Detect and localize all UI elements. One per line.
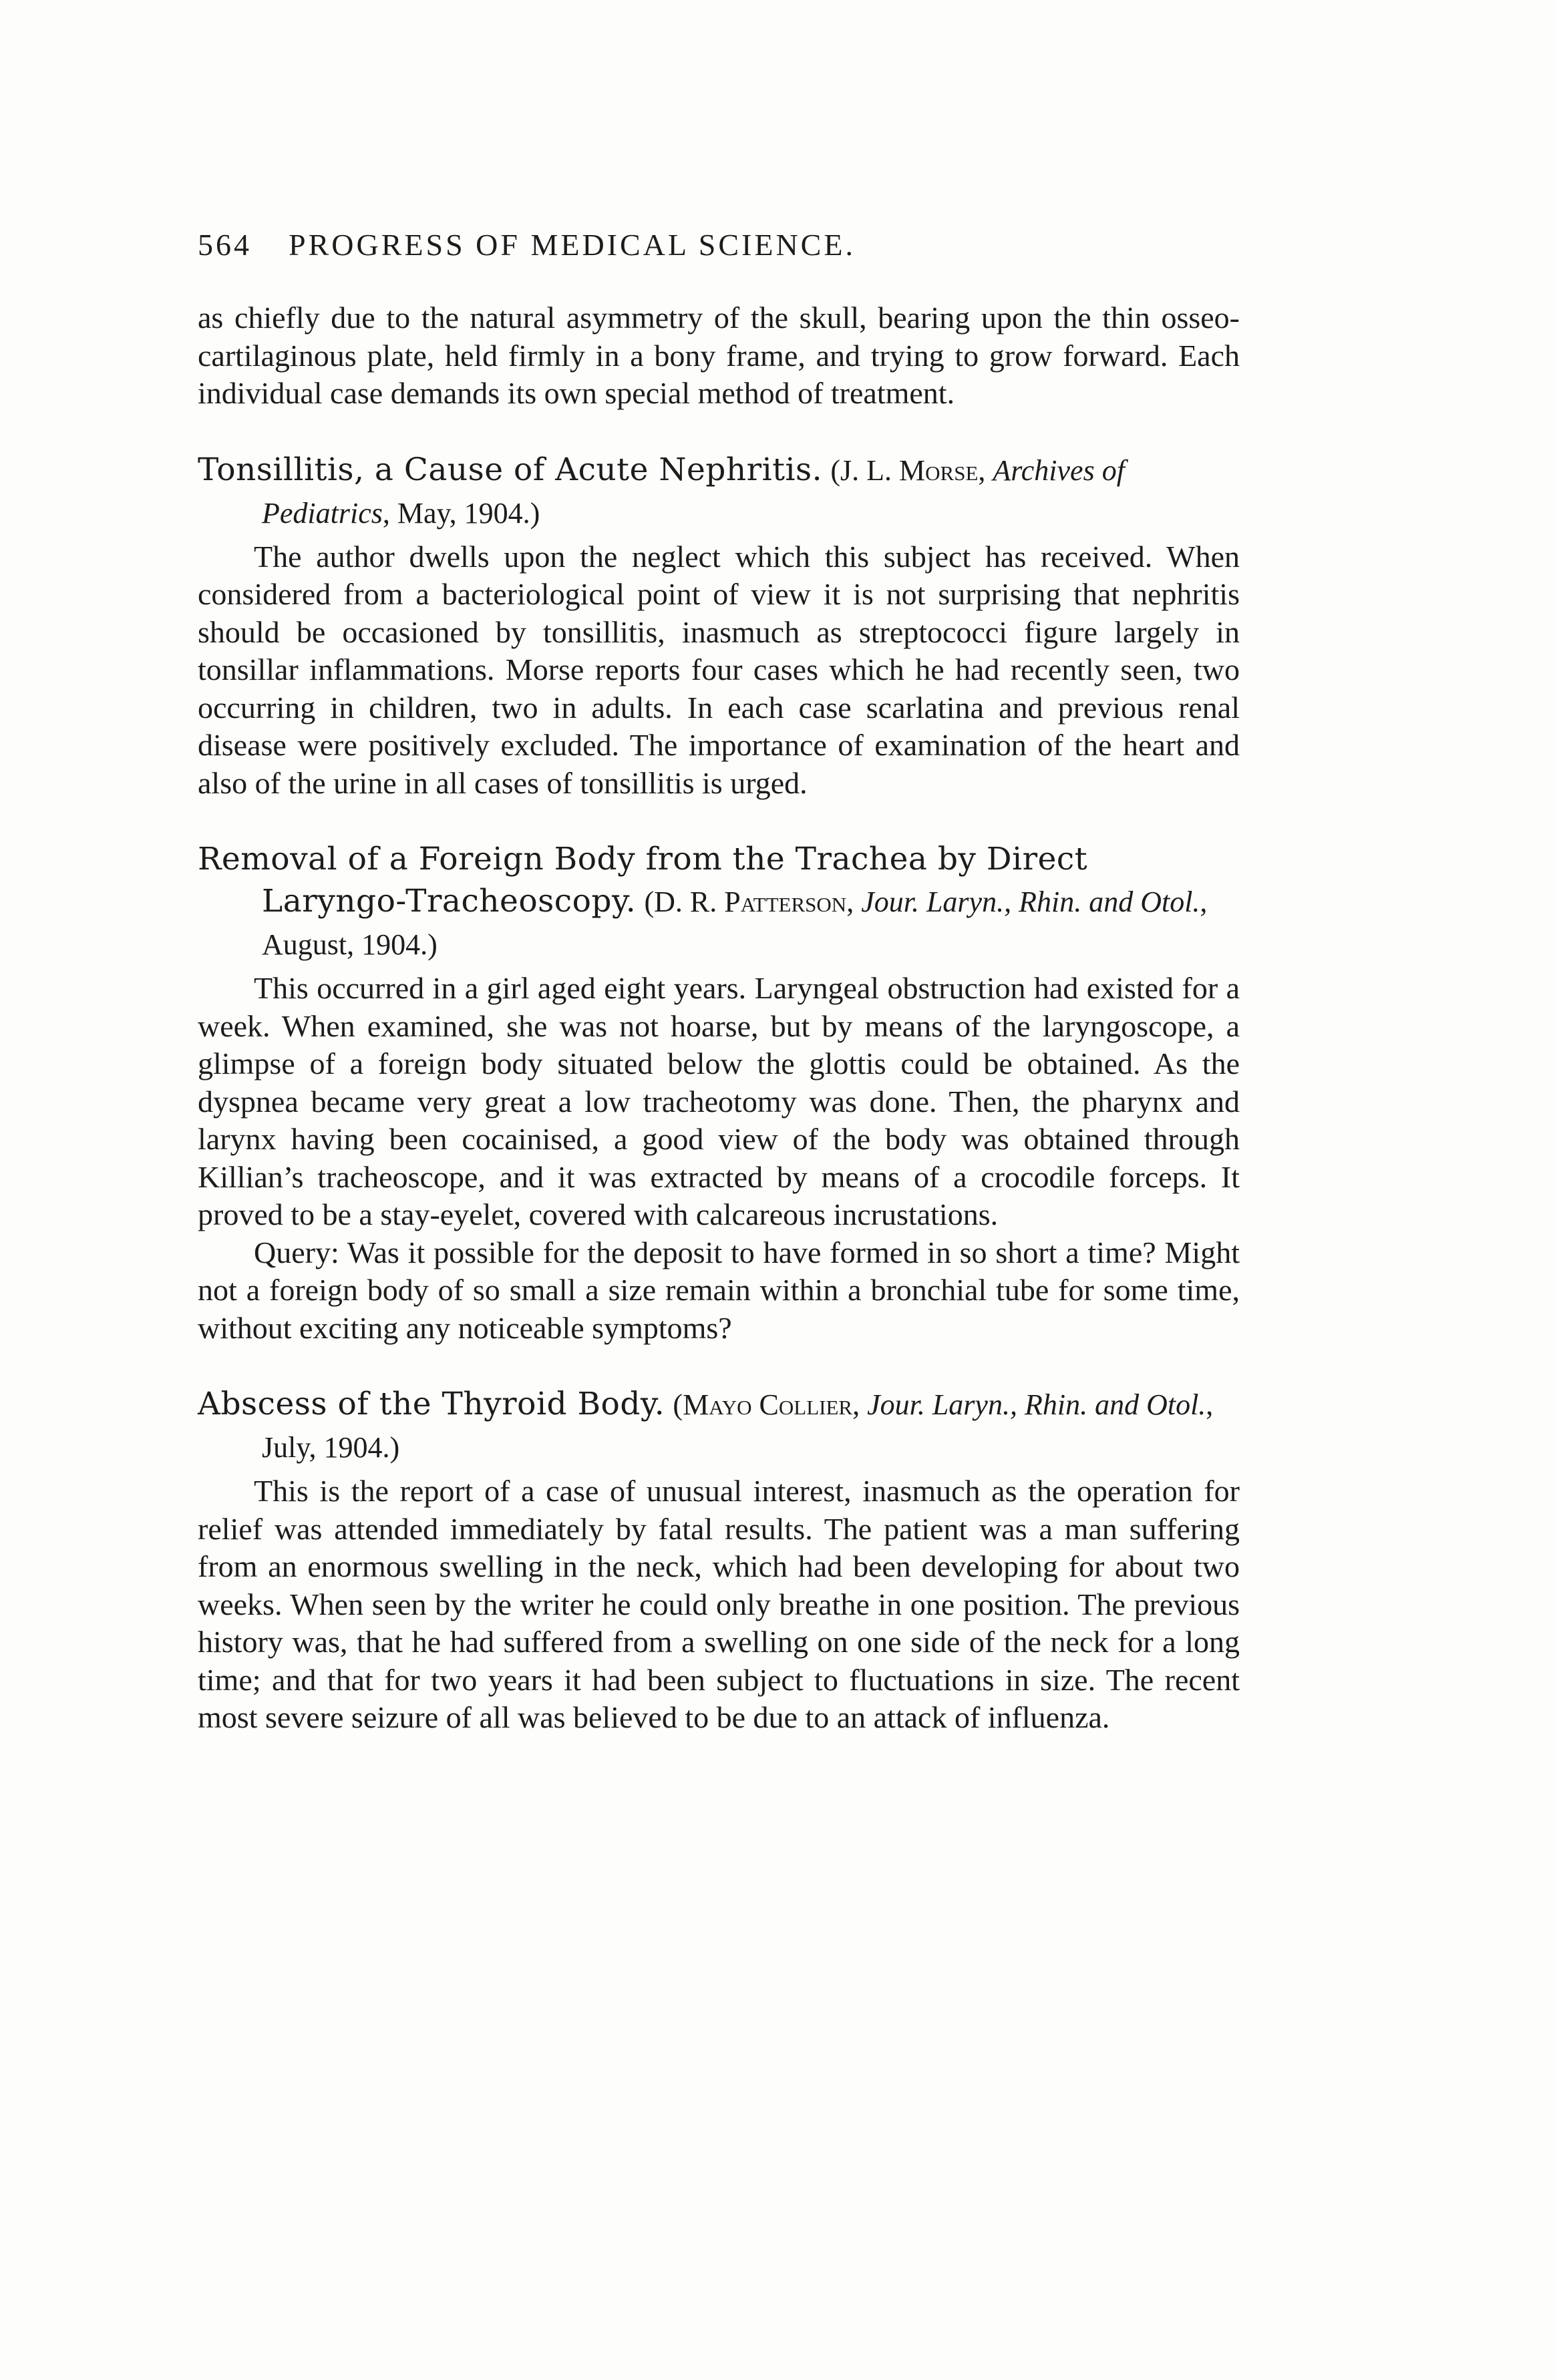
book-page (198, 227, 1240, 1737)
article-author: D. R. Patterson (654, 885, 847, 918)
article-paragraph: This occurred in a girl aged eight years. Laryngeal obstruction had existed for a week. When examined, she was not hoarse, but by means of the laryngoscope, a glimpse of a foreign body situated below the glottis could be obtained. As the dyspnea became very great a low tracheotomy was done. Then, the pharynx and larynx having been cocainised, a good view of the body was obtained through Killian’s tracheoscope, and it was extracted by means of a crocodile forceps. It proved to be a stay-eyelet, covered with calcareous incrustations. (198, 971, 1240, 1231)
article-citation: (Mayo Collier, Jour. Laryn., Rhin. and Otol., July, 1904.) (262, 1388, 1214, 1464)
article-tonsillitis (198, 449, 1240, 803)
article-date: May, 1904. (397, 496, 530, 530)
article-author: J. L. Morse (840, 453, 979, 487)
article-author: Mayo Collier (683, 1388, 853, 1421)
intro-paragraph: as chiefly due to the natural asymmetry of the skull, bearing upon the thin osseo-cartilaginous plate, held firmly in a bony frame, and trying to grow forward. Each individual case demands its own special method of treatment. (198, 301, 1240, 410)
running-title: PROGRESS OF MEDICAL SCIENCE. (289, 228, 856, 262)
article-title: Tonsillitis, a Cause of Acute Nephritis. (198, 451, 823, 488)
article-heading (198, 838, 1240, 966)
article-date: July, 1904. (262, 1431, 390, 1464)
article-citation: (D. R. Patterson, Jour. Laryn., Rhin. and Otol., August, 1904.) (262, 885, 1208, 961)
article-citation: (J. L. Morse, Archives of Pediatrics, May, 1904.) (262, 453, 1125, 530)
article-title: Removal of a Foreign Body from the Trachea by Direct Laryngo-Tracheoscopy. (198, 841, 1088, 920)
running-header (198, 227, 1240, 267)
article-title: Abscess of the Thyroid Body. (198, 1386, 665, 1422)
article-journal: Archives of Pediatrics (262, 453, 1125, 530)
article-paragraph: The author dwells upon the neglect which this subject has received. When considered from a bacteriological point of view it is not surprising that nephritis should be occasioned by tonsillitis, inasmuch as streptococci figure largely in tonsillar inflammations. Morse reports four cases which he had recently seen, two occurring in children, two in adults. In each case scarlatina and previous renal disease were positively excluded. The importance of examination of the heart and also of the urine in all cases of tonsillitis is urged. (198, 539, 1240, 800)
article-journal: Jour. Laryn., Rhin. and Otol. (861, 885, 1200, 918)
article-journal: Jour. Laryn., Rhin. and Otol. (867, 1388, 1206, 1421)
article-paragraph: Query: Was it possible for the deposit to have formed in so short a time? Might not a foreign body of so small a size remain within a bronchial tube for some time, without exciting any noticeable symptoms? (198, 1235, 1240, 1345)
article-heading (198, 449, 1240, 534)
article-paragraph: This is the report of a case of unusual interest, inasmuch as the operation for relief was attended immediately by fatal results. The patient was a man suffering from an enormous swelling in the neck, which had been developing for about two weeks. When seen by the writer he could only breathe in one position. The previous history was, that he had suffered from a swelling on one side of the neck for a long time; and that for two years it had been subject to fluctuations in size. The recent most severe seizure of all was believed to be due to an attack of influenza. (198, 1474, 1240, 1734)
page-number: 564 (198, 228, 252, 262)
article-thyroid-abscess (198, 1383, 1240, 1737)
article-date: August, 1904. (262, 928, 428, 961)
article-foreign-body (198, 838, 1240, 1347)
article-heading (198, 1383, 1240, 1468)
